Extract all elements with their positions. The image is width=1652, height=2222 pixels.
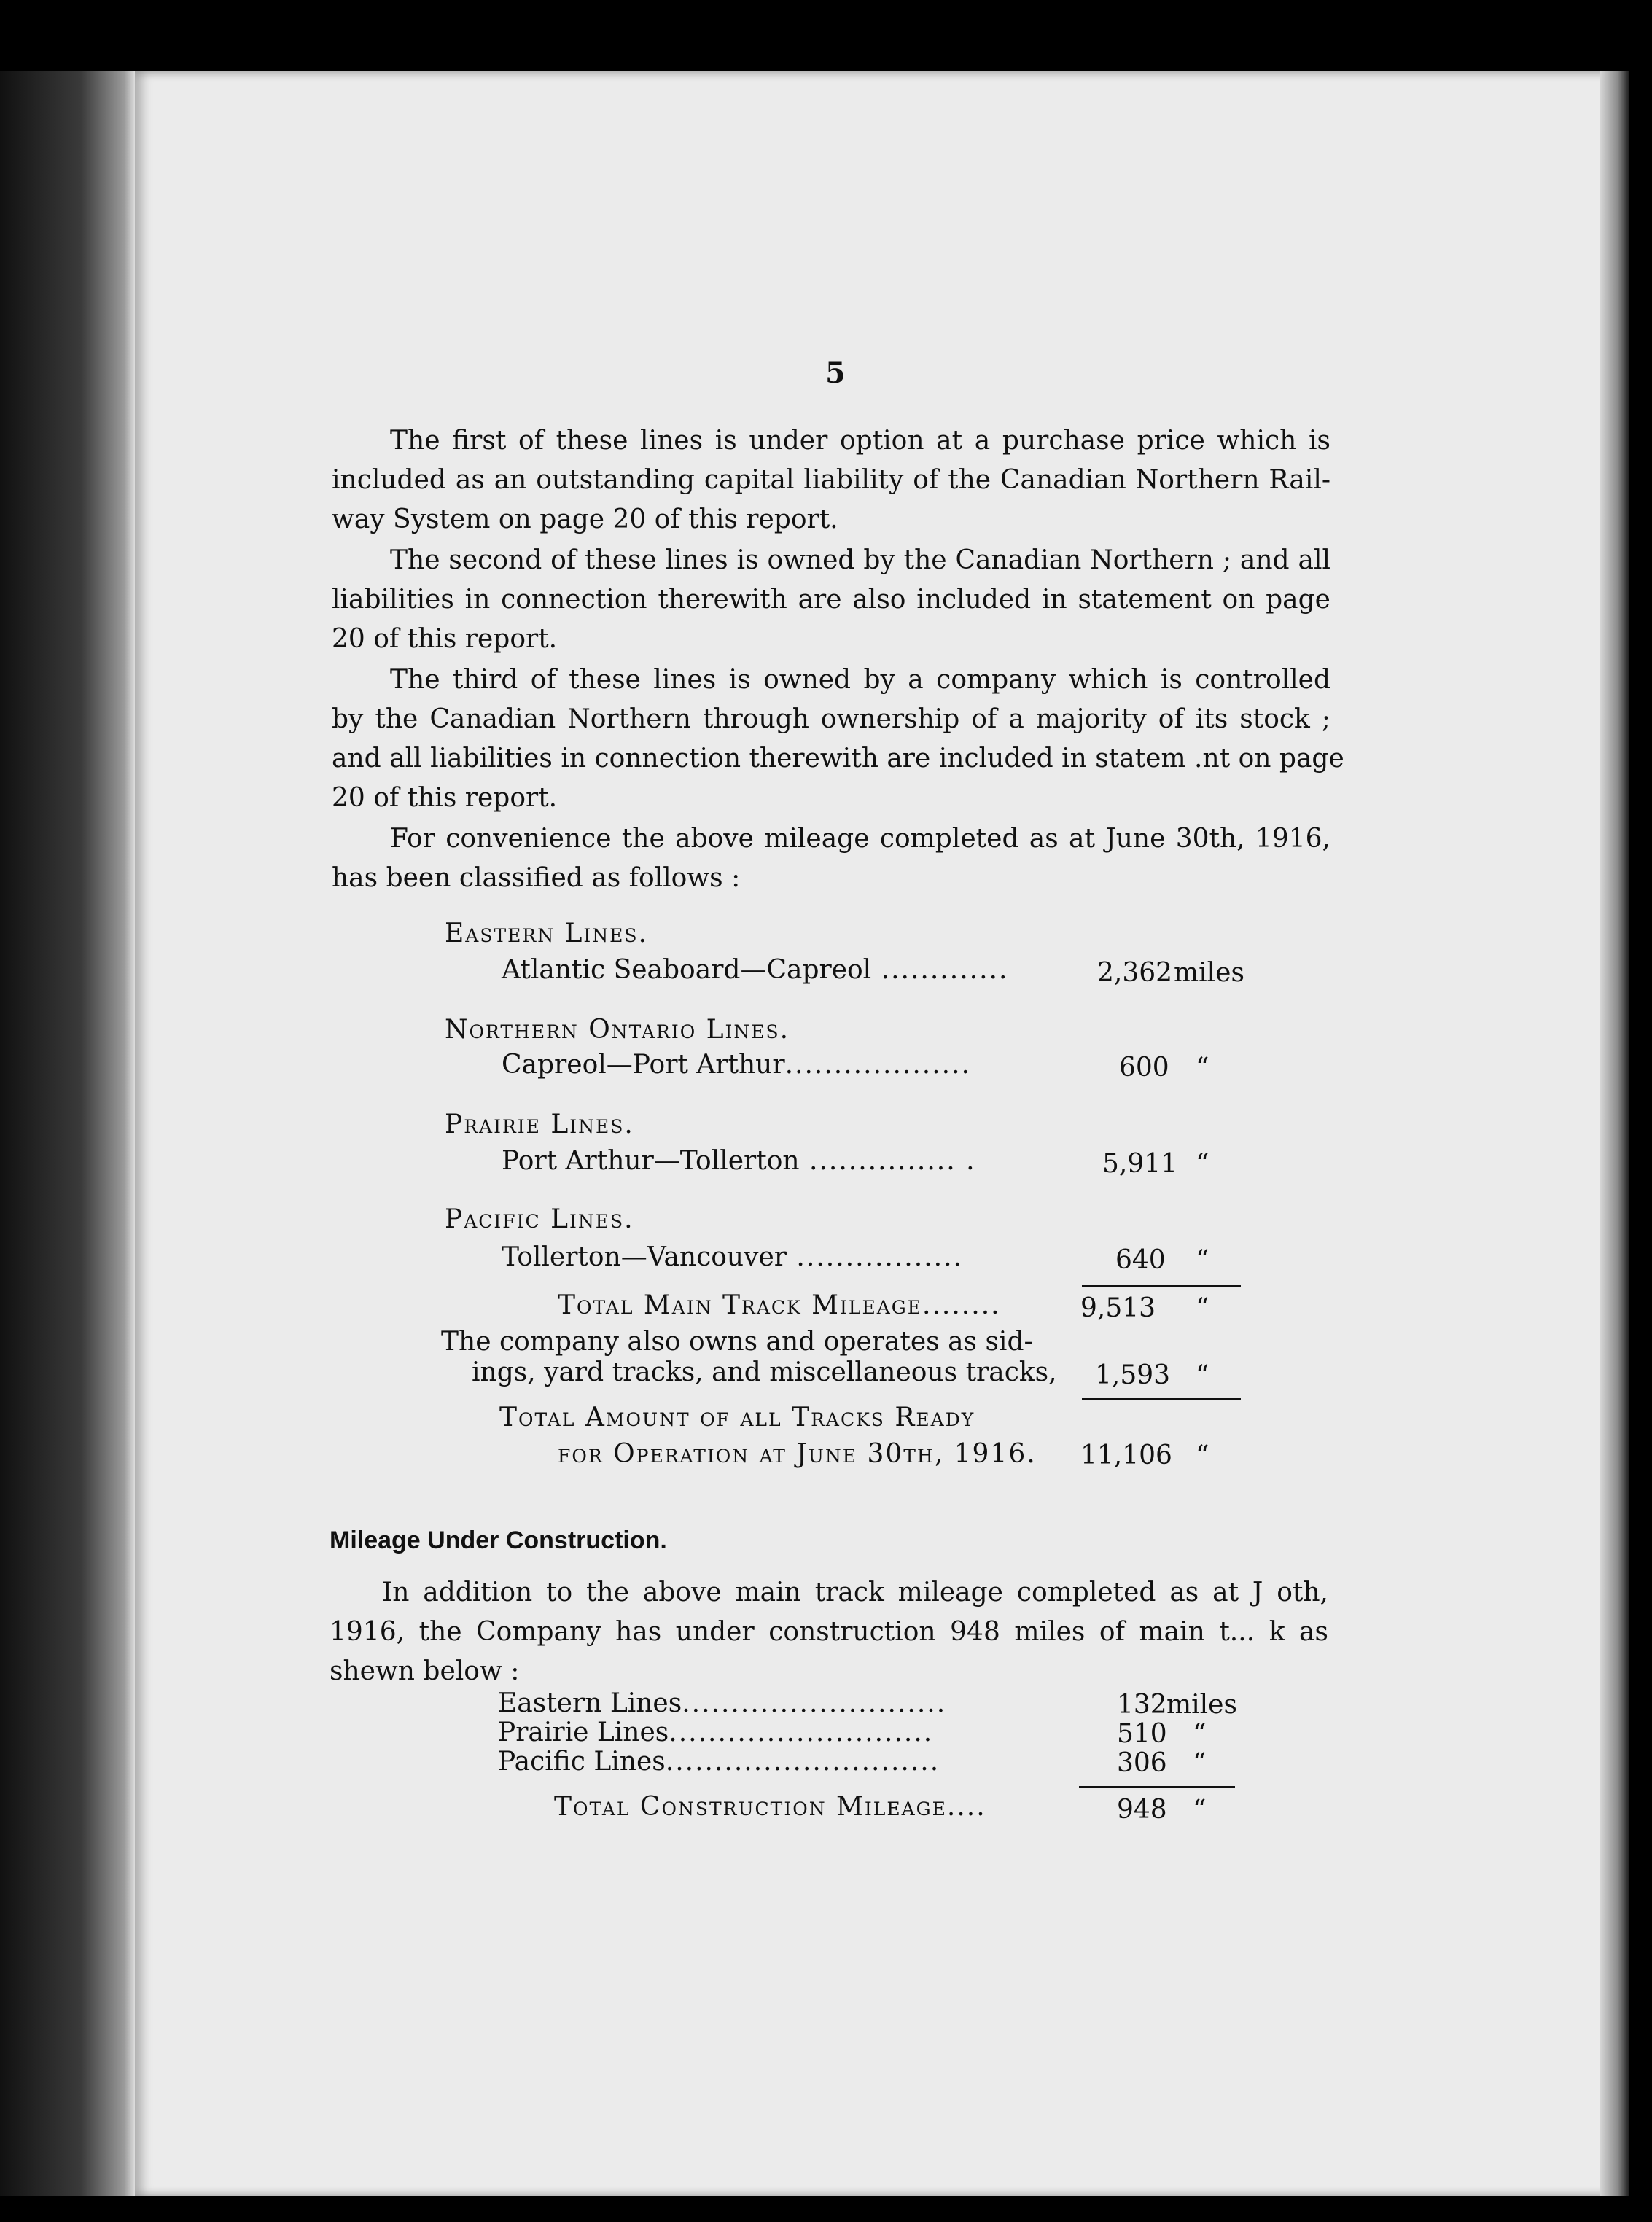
route-line xyxy=(502,955,1008,985)
total-label: Total Construction Mileage xyxy=(554,1792,947,1822)
route-line xyxy=(502,1146,976,1176)
item-label: Pacific Lines xyxy=(498,1747,666,1777)
text-line: shewn below : xyxy=(330,1656,520,1686)
group-heading: Northern Ontario Lines. xyxy=(445,1015,790,1045)
route-line xyxy=(502,1242,963,1272)
item-label: Eastern Lines xyxy=(498,1688,682,1718)
route-name: Atlantic Seaboard—Capreol xyxy=(502,955,872,985)
unit: “ xyxy=(1196,1149,1209,1179)
unit: “ xyxy=(1193,1719,1207,1749)
unit: “ xyxy=(1196,1441,1209,1470)
section-heading: Mileage Under Construction. xyxy=(330,1527,667,1554)
group-heading: Pacific Lines. xyxy=(445,1204,634,1234)
sum-rule xyxy=(1082,1398,1241,1400)
text-line: In addition to the above main track mileage completed as at J oth, xyxy=(382,1578,1328,1607)
leader-dots: ............................ xyxy=(665,1747,940,1777)
construction-item xyxy=(498,1718,933,1747)
leader-dots: ........................... xyxy=(669,1718,934,1747)
leader-dots: ............... . xyxy=(799,1146,976,1176)
construction-paragraph xyxy=(330,1573,1328,1691)
sidings-miles: 1,593 xyxy=(1095,1360,1171,1390)
text-line: and all liabilities in connection therewith are included in statem .nt on page xyxy=(332,744,1344,773)
text-line: has been classified as follows : xyxy=(332,863,741,893)
unit: “ xyxy=(1193,1795,1207,1825)
paragraph-4 xyxy=(332,819,1330,898)
unit: miles xyxy=(1174,958,1244,988)
total-all-line2: for Operation at June 30th, 1916. xyxy=(558,1439,1037,1469)
text-line: The second of these lines is owned by the Canadian Northern ; and all xyxy=(390,545,1330,575)
leader-dots: .... xyxy=(946,1792,986,1822)
unit: “ xyxy=(1196,1245,1209,1275)
route-name: Port Arthur—Tollerton xyxy=(502,1146,800,1176)
page-edge xyxy=(1600,71,1629,2196)
unit: “ xyxy=(1193,1748,1207,1778)
total-all-miles: 11,106 xyxy=(1080,1441,1172,1470)
route-name: Tollerton—Vancouver xyxy=(502,1242,787,1272)
text-line: ings, yard tracks, and miscellaneous tracks, xyxy=(472,1357,1057,1387)
route-name: Capreol—Port Arthur xyxy=(502,1050,785,1080)
text-line: The first of these lines is under option at a purchase price which is xyxy=(390,426,1330,456)
paragraph-1 xyxy=(332,421,1330,539)
text-line: The third of these lines is owned by a company which is controlled xyxy=(390,665,1330,695)
item-miles: 132 xyxy=(1117,1690,1167,1720)
sidings-text xyxy=(441,1327,1057,1388)
text-line: way System on page 20 of this report. xyxy=(332,504,838,534)
text-line: 1916, the Company has under construction 948 miles of main t... k as xyxy=(330,1617,1328,1647)
paragraph-3 xyxy=(332,660,1344,818)
sum-rule xyxy=(1082,1285,1241,1287)
route-miles: 640 xyxy=(1115,1245,1166,1275)
text-line: For convenience the above mileage completed as at June 30th, 1916, xyxy=(390,824,1330,854)
route-line xyxy=(502,1050,971,1080)
text-line: by the Canadian Northern through ownership of a majority of its stock ; xyxy=(332,704,1330,734)
unit: “ xyxy=(1196,1360,1209,1390)
unit: miles xyxy=(1166,1690,1237,1720)
text-line: 20 of this report. xyxy=(332,624,558,654)
paragraph-2 xyxy=(332,541,1330,659)
page-number: 5 xyxy=(825,356,846,390)
item-label: Prairie Lines xyxy=(498,1718,669,1747)
construction-item xyxy=(498,1747,940,1777)
construction-total-line xyxy=(554,1792,986,1822)
construction-total-miles: 948 xyxy=(1117,1795,1167,1825)
book-page xyxy=(135,71,1629,2196)
group-heading: Eastern Lines. xyxy=(445,919,649,948)
leader-dots: ................. xyxy=(786,1242,963,1272)
text-line: 20 of this report. xyxy=(332,783,558,813)
group-heading: Prairie Lines. xyxy=(445,1110,634,1139)
unit: “ xyxy=(1196,1293,1209,1323)
leader-dots: ............. xyxy=(871,955,1009,985)
leader-dots: ........................... xyxy=(682,1688,947,1718)
route-miles: 600 xyxy=(1119,1053,1169,1083)
construction-item xyxy=(498,1688,946,1718)
text-line: liabilities in connection therewith are also included in statement on page xyxy=(332,585,1330,615)
text-line: included as an outstanding capital liability of the Canadian Northern Rail- xyxy=(332,465,1330,495)
leader-dots: ................... xyxy=(784,1050,972,1080)
unit: “ xyxy=(1196,1053,1209,1083)
book-gutter xyxy=(0,71,135,2196)
total-all-line1: Total Amount of all Tracks Ready xyxy=(499,1403,975,1432)
total-label: Total Main Track Mileage xyxy=(558,1290,923,1320)
total-main-line xyxy=(558,1290,1001,1320)
text-line: The company also owns and operates as sid- xyxy=(441,1327,1033,1357)
route-miles: 2,362 xyxy=(1097,958,1173,988)
item-miles: 510 xyxy=(1117,1719,1167,1749)
leader-dots: ........ xyxy=(922,1290,1001,1320)
sum-rule xyxy=(1079,1786,1235,1788)
item-miles: 306 xyxy=(1117,1748,1167,1778)
total-main-miles: 9,513 xyxy=(1080,1293,1156,1323)
route-miles: 5,911 xyxy=(1102,1149,1178,1179)
